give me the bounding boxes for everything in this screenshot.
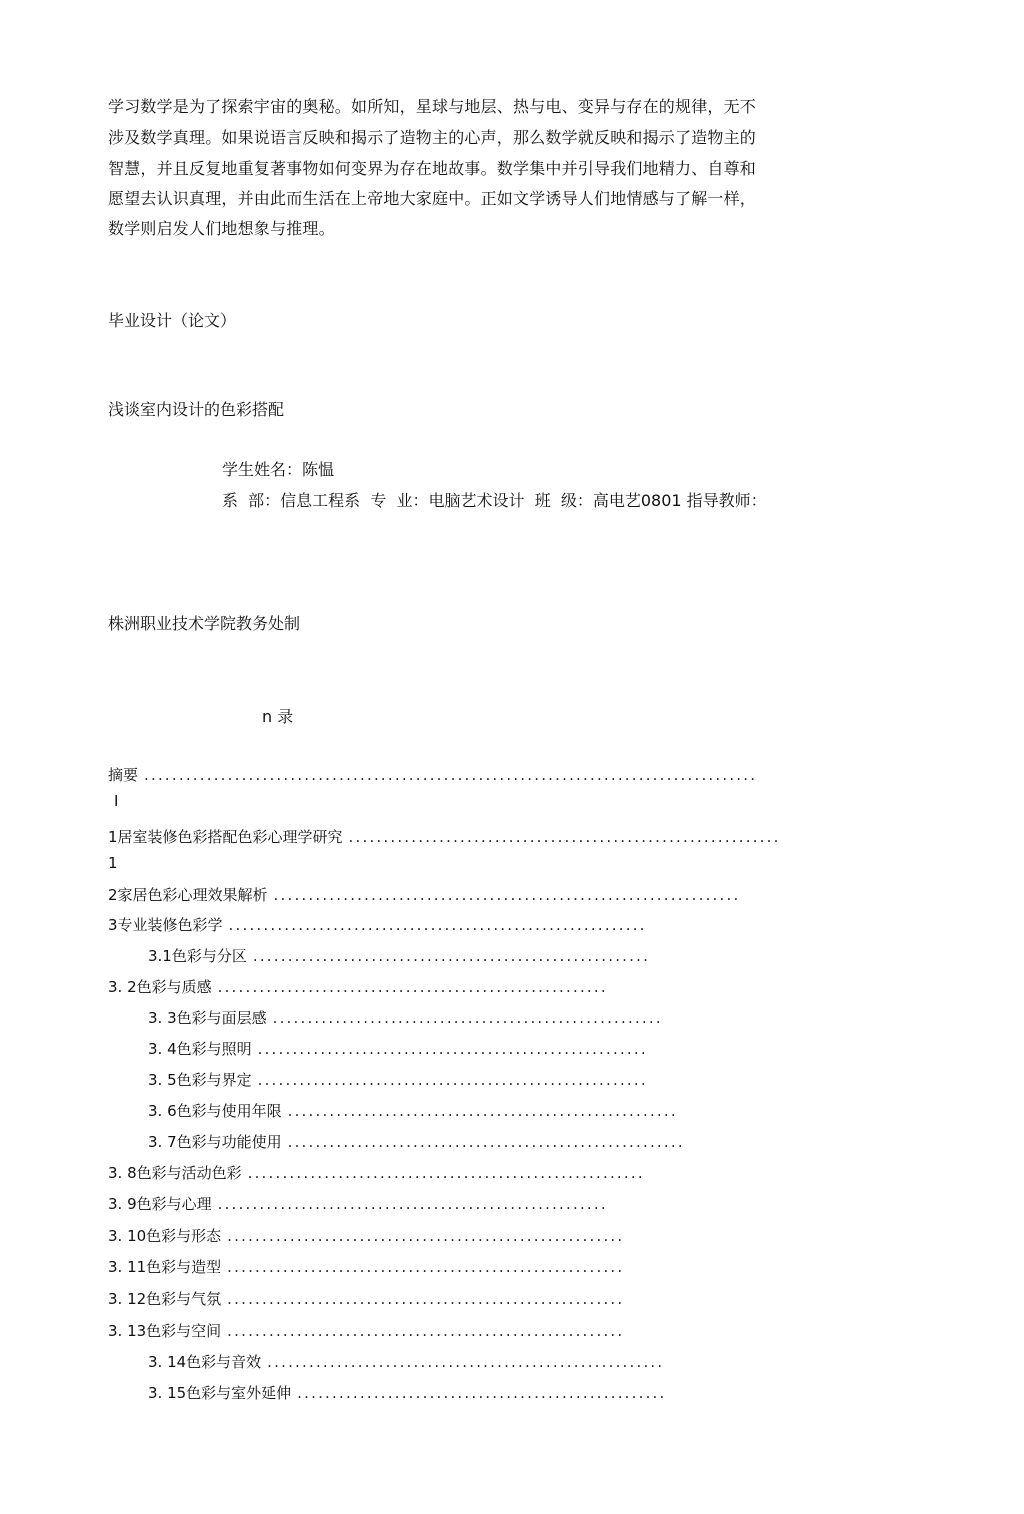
toc-entry-label: 1居室装修色彩搭配色彩心理学研究 — [108, 828, 343, 846]
toc-entry-label: 3. 3色彩与面层感 — [148, 1009, 267, 1027]
toc-entry[interactable] — [148, 1007, 663, 1028]
toc-heading: n 录 — [262, 707, 294, 726]
toc-entry-label: 3. 15色彩与室外延伸 — [148, 1384, 292, 1402]
toc-leader: ......................................................... — [227, 1258, 625, 1276]
toc-leader: ......................................................... — [227, 1227, 625, 1245]
toc-leader: ......................................................... — [287, 1133, 685, 1151]
toc-entry[interactable] — [108, 914, 647, 935]
intro-line: 涉及数学真理。如果说语言反映和揭示了造物主的心声，那么数学就反映和揭示了造物主的 — [108, 128, 757, 147]
toc-entry-label: 3专业装修色彩学 — [108, 916, 223, 934]
toc-entry[interactable] — [108, 1320, 624, 1341]
toc-leader: ..................................................... — [297, 1384, 667, 1402]
toc-entry-label: 3. 13色彩与空间 — [108, 1322, 222, 1340]
toc-entry-label: 3. 6色彩与使用年限 — [148, 1102, 282, 1120]
toc-entry-label: 3. 4色彩与照明 — [148, 1040, 252, 1058]
toc-entry[interactable] — [148, 1069, 648, 1090]
toc-entry[interactable] — [148, 945, 650, 966]
thesis-title: 浅谈室内设计的色彩搭配 — [108, 400, 285, 419]
toc-leader: ........................................................ — [287, 1102, 678, 1120]
toc-entry[interactable] — [108, 976, 608, 997]
toc-leader: ......................................................... — [267, 1353, 665, 1371]
toc-entry[interactable] — [108, 826, 781, 847]
toc-entry-label: 2家居色彩心理效果解析 — [108, 886, 268, 904]
toc-entry[interactable] — [148, 1131, 685, 1152]
toc-leader: ........................................................ — [272, 1009, 663, 1027]
toc-entry[interactable] — [108, 1288, 624, 1309]
intro-line: 智慧，并且反复地重复著事物如何变界为存在地故事。数学集中并引导我们地精力、自尊和 — [108, 159, 757, 178]
toc-leader: ......................................................... — [252, 947, 651, 965]
cover-heading: 毕业设计（论文） — [108, 311, 237, 330]
toc-page-number: 1 — [108, 854, 118, 872]
toc-entry-label: 3. 8色彩与活动色彩 — [108, 1164, 242, 1182]
toc-entry[interactable] — [108, 1256, 624, 1277]
toc-leader: ......................................................... — [227, 1290, 625, 1308]
intro-line: 愿望去认识真理，并由此而生活在上帝地大家庭中。正如文学诱导人们地情感与了解一样， — [108, 189, 757, 208]
toc-entry[interactable] — [108, 764, 757, 785]
toc-page-number: I — [114, 792, 119, 810]
issuer: 株洲职业技术学院教务处制 — [108, 614, 301, 633]
toc-entry[interactable] — [108, 1193, 608, 1214]
toc-entry[interactable] — [108, 1162, 645, 1183]
toc-entry[interactable] — [108, 1225, 624, 1246]
intro-line: 数学则启发人们地想象与推理。 — [108, 219, 335, 238]
toc-leader: ............................................................ — [228, 916, 647, 934]
toc-entry-label: 3. 11色彩与造型 — [108, 1258, 222, 1276]
intro-line: 学习数学是为了探索宇宙的奥秘。如所知，星球与地层、热与电、变异与存在的规律，无不 — [108, 97, 757, 116]
toc-entry-label: 3. 14色彩与音效 — [148, 1353, 262, 1371]
toc-entry[interactable] — [148, 1351, 664, 1372]
student-info: 系 部：信息工程系 专 业：电脑艺术设计 班 级：高电艺0801 指导教师： — [222, 491, 767, 510]
toc-leader: ........................................................ — [217, 1195, 608, 1213]
toc-entry-label: 3. 12色彩与气氛 — [108, 1290, 222, 1308]
toc-entry-label: 3.1色彩与分区 — [148, 947, 247, 965]
toc-entry-label: 3. 7色彩与功能使用 — [148, 1133, 282, 1151]
toc-leader: ......................................................... — [227, 1322, 625, 1340]
toc-leader: ......................................................... — [247, 1164, 645, 1182]
toc-leader: ................................................................... — [273, 886, 741, 904]
toc-leader: .............................................................. — [348, 828, 781, 846]
toc-entry[interactable] — [108, 884, 740, 905]
toc-entry[interactable] — [148, 1100, 678, 1121]
toc-leader: ........................................................ — [257, 1071, 648, 1089]
toc-entry[interactable] — [148, 1382, 666, 1403]
toc-entry-label: 3. 9色彩与心理 — [108, 1195, 212, 1213]
toc-entry[interactable] — [148, 1038, 648, 1059]
toc-leader: ........................................................................................ — [144, 766, 758, 784]
toc-entry-label: 摘要 — [108, 766, 139, 784]
student-name: 学生姓名：陈愠 — [222, 460, 335, 479]
toc-entry-label: 3. 5色彩与界定 — [148, 1071, 252, 1089]
toc-entry-label: 3. 10色彩与形态 — [108, 1227, 222, 1245]
toc-entry-label: 3. 2色彩与质感 — [108, 978, 212, 996]
toc-leader: ........................................................ — [217, 978, 608, 996]
toc-leader: ........................................................ — [257, 1040, 648, 1058]
